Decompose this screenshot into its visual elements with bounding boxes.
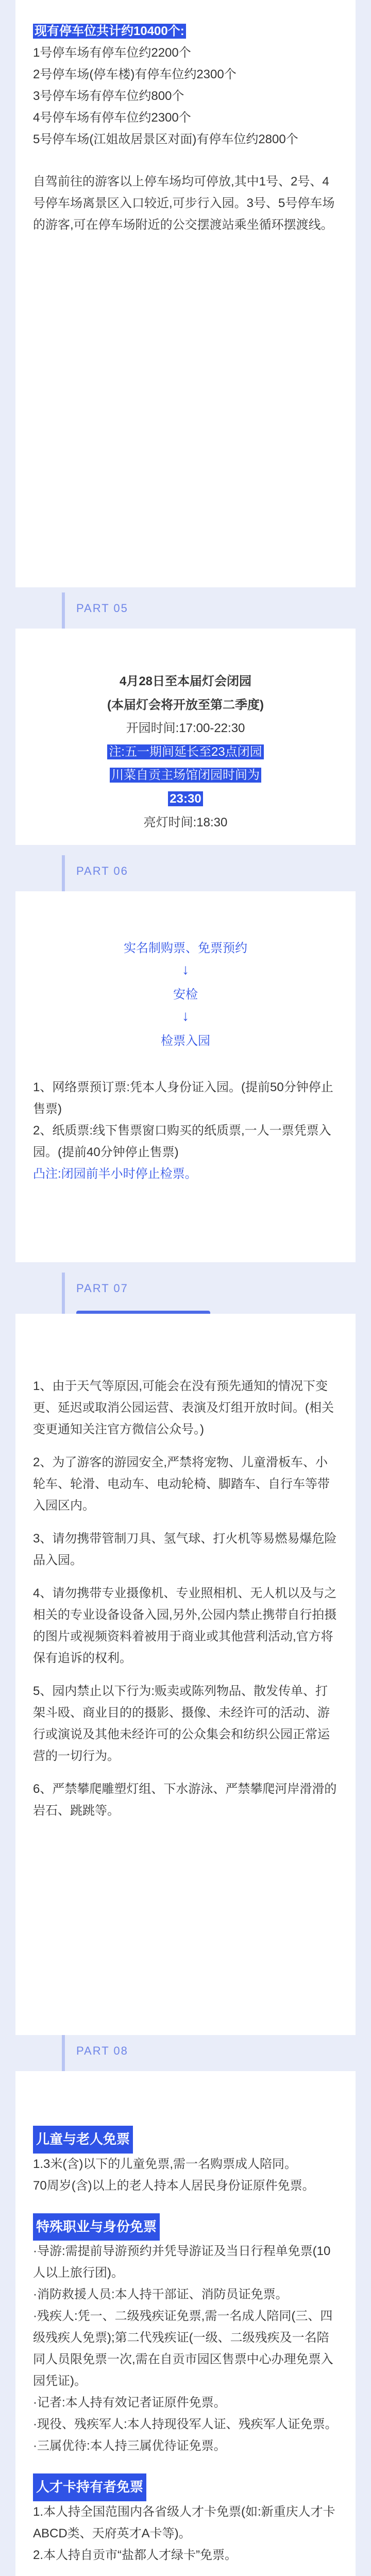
hours-panel bbox=[15, 629, 356, 845]
free-policy-panel bbox=[15, 2071, 356, 2576]
parking-lot-5: 5号停车场(江姐故居景区对面)有停车位约2800个 bbox=[33, 132, 298, 146]
flow-step-2: 安检 bbox=[173, 988, 198, 1002]
section-part-number: PART 08 bbox=[76, 2044, 128, 2057]
policy-item: ·消防救援人员:本人持干部证、消防员证免票。 bbox=[33, 2287, 288, 2301]
hours-mayday-note: 注:五一期间延长至23点闭园 bbox=[107, 744, 263, 759]
flow-note-online: 1、网络票预订票:凭本人身份证入园。(提前50分钟停止售票) bbox=[33, 1080, 333, 1116]
hours-heading: 4月28日至本届灯会闭园 bbox=[119, 674, 252, 688]
hours-open-time: 开园时间:17:00-22:30 bbox=[126, 721, 245, 736]
hours-light-time: 亮灯时间:18:30 bbox=[143, 815, 228, 829]
flow-step-1: 实名制购票、免票预约 bbox=[124, 941, 247, 955]
flow-note-paper: 2、纸质票:线下售票窗口购买的纸质票,一人一票凭票入园。(提前40分钟停止售票) bbox=[33, 1124, 331, 1159]
entry-flow-panel bbox=[15, 891, 356, 1262]
hours-pavilion-note: 川菜自贡主场馆闭园时间为 bbox=[110, 768, 261, 783]
parking-info bbox=[15, 21, 356, 236]
flow-step-3: 检票入园 bbox=[161, 1034, 210, 1048]
parking-total: 现有停车位共计约10400个: bbox=[33, 24, 186, 39]
section-part-number: PART 05 bbox=[76, 602, 128, 615]
arrow-down-icon: ↓ bbox=[182, 1008, 189, 1024]
hours-subheading: (本届灯会将开放至第二季度) bbox=[107, 698, 264, 712]
policy-item: ·导游:需提前导游预约并凭导游证及当日行程单免票(10人以上旅行团)。 bbox=[33, 2244, 331, 2280]
notice-item: 1、由于天气等原因,可能会在没有预先通知的情况下变更、延迟或取消公园运营、表演及灯组开放时间。(相关变更通知关注官方微信公众号。) bbox=[33, 1379, 334, 1436]
notice-item: 4、请勿携带专业摄像机、专业照相机、无人机以及与之相关的专业设备设备入园,另外,公园内禁止携带自行拍摄的图片或视频资料着被用于商业或其他营利活动,官方将保有追诉的权利。 bbox=[33, 1586, 337, 1665]
hours-info bbox=[15, 670, 356, 834]
section-part-number: PART 06 bbox=[76, 865, 128, 877]
policy-item: ·残疾人:凭一、二级残疾证免票,需一名成人陪同(三、四级残疾人免票);第二代残疾证(一级、二级残疾及一名陪同人员限免票一次,需在自贡市园区售票中心办理免票入园凭证)。 bbox=[33, 2309, 333, 2388]
policy-tag: 人才卡持有者免票 bbox=[33, 2473, 146, 2501]
policy-item: ·记者:本人持有效记者证原件免票。 bbox=[33, 2396, 226, 2410]
policy-item: 1.3米(含)以下的儿童免票,需一名购票成人陪同。 bbox=[33, 2157, 297, 2171]
flow-notes bbox=[15, 1077, 356, 1185]
policy-tag: 特殊职业与身份免票 bbox=[33, 2213, 160, 2241]
parking-shuttle-note: 自驾前往的游客以上停车场均可停放,其中1号、2号、4号停车场离景区入口较近,可步行入园。3号、5号停车场的游客,可在停车场附近的公交摆渡站乘坐循环摆渡线。 bbox=[33, 175, 335, 232]
arrow-down-icon: ↓ bbox=[182, 961, 189, 977]
free-policy-list bbox=[15, 2123, 356, 2576]
notice-item: 5、园内禁止以下行为:贩卖或陈列物品、散发传单、打架斗殴、商业目的的摄影、摄像、未经许可的活动、游行或演说及其他未经许可的公众集会和纺织公园正常运营的一切行为。 bbox=[33, 1684, 330, 1763]
parking-lot-1: 1号停车场有停车位约2200个 bbox=[33, 46, 191, 60]
policy-item: 2.本人持自贡市“盐都人才绿卡”免票。 bbox=[33, 2548, 237, 2562]
hours-pavilion-time: 23:30 bbox=[168, 791, 203, 806]
parking-panel bbox=[15, 0, 356, 587]
notice-item: 6、严禁攀爬雕塑灯组、下水游泳、严禁攀爬河岸滑滑的岩石、跳跳等。 bbox=[33, 1782, 337, 1818]
policy-item: ·三属优待:本人持三属优待证免票。 bbox=[33, 2439, 226, 2453]
policy-item: 1.本人持全国范围内各省级人才卡免票(如:新重庆人才卡ABCD类、天府英才A卡等)。 bbox=[33, 2504, 335, 2540]
notice-item: 2、为了游客的游园安全,严禁将宠物、儿童滑板车、小轮车、轮滑、电动车、电动轮椅、脚踏车、自行车等带入园区内。 bbox=[33, 1455, 330, 1513]
article bbox=[15, 0, 356, 2576]
notice-panel bbox=[15, 1314, 356, 2035]
parking-lot-3: 3号停车场有停车位约800个 bbox=[33, 89, 184, 103]
policy-item: 70周岁(含)以上的老人持本人居民身份证原件免票。 bbox=[33, 2178, 315, 2193]
parking-lot-4: 4号停车场有停车位约2300个 bbox=[33, 111, 191, 125]
parking-lot-2: 2号停车场(停车楼)有停车位约2300个 bbox=[33, 67, 237, 81]
flow-note-closing: 凸注:闭园前半小时停止检票。 bbox=[33, 1167, 197, 1181]
section-part-number: PART 07 bbox=[76, 1282, 128, 1295]
notice-item: 3、请勿携带管制刀具、氢气球、打火机等易燃易爆危险品入园。 bbox=[33, 1532, 337, 1567]
policy-tag: 儿童与老人免票 bbox=[33, 2126, 133, 2154]
policy-item: ·现役、残疾军人:本人持现役军人证、残疾军人证免票。 bbox=[33, 2417, 338, 2431]
notice-list bbox=[15, 1376, 356, 1822]
